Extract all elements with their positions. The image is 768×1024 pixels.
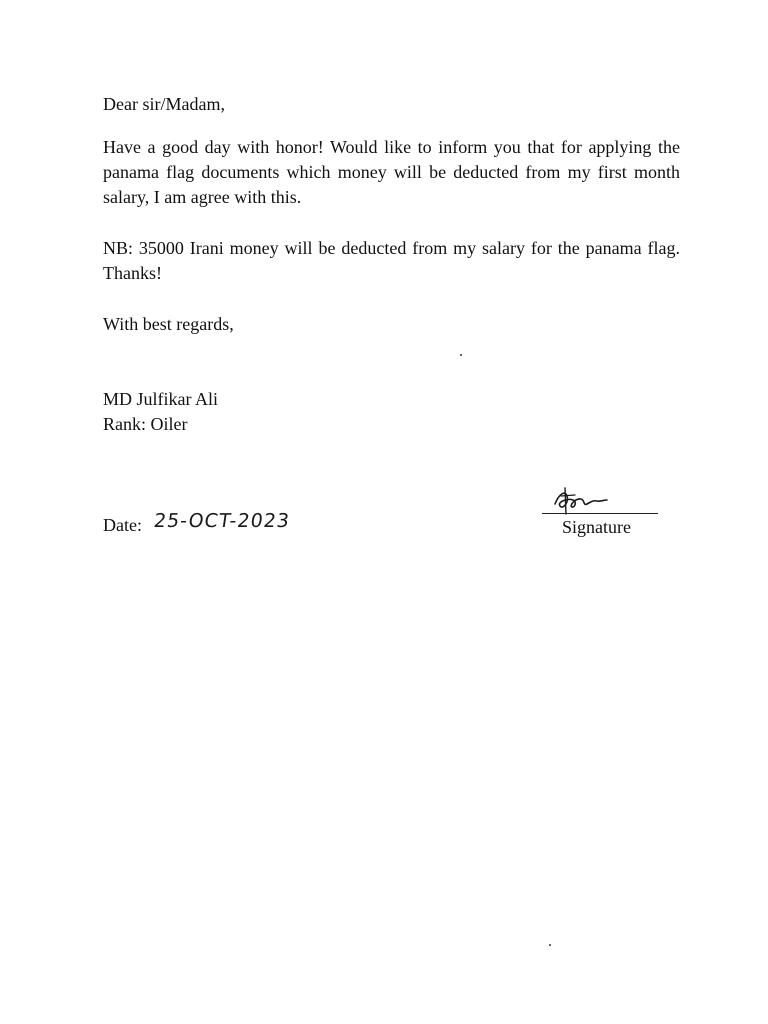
- body-paragraph-1: Have a good day with honor! Would like to inform you that for applying the panama flag documents which money will be deducted from my first month salary, I am agree with this.: [103, 137, 680, 207]
- closing-line: With best regards,: [103, 314, 234, 334]
- sender-name: MD Julfikar Ali: [103, 389, 218, 409]
- salutation: Dear sir/Madam,: [103, 94, 225, 114]
- date-label: Date:: [103, 515, 142, 535]
- handwritten-signature: [545, 484, 615, 516]
- sender-rank: Rank: Oiler: [103, 414, 188, 434]
- handwritten-date: 25-OCT-2023: [152, 510, 292, 532]
- signature-line: [542, 513, 658, 514]
- scan-speck: [549, 944, 551, 946]
- body-paragraph-2: NB: 35000 Irani money will be deducted from my salary for the panama flag. Thanks!: [103, 238, 680, 283]
- signature-label: Signature: [562, 517, 631, 537]
- scan-speck: [460, 354, 462, 356]
